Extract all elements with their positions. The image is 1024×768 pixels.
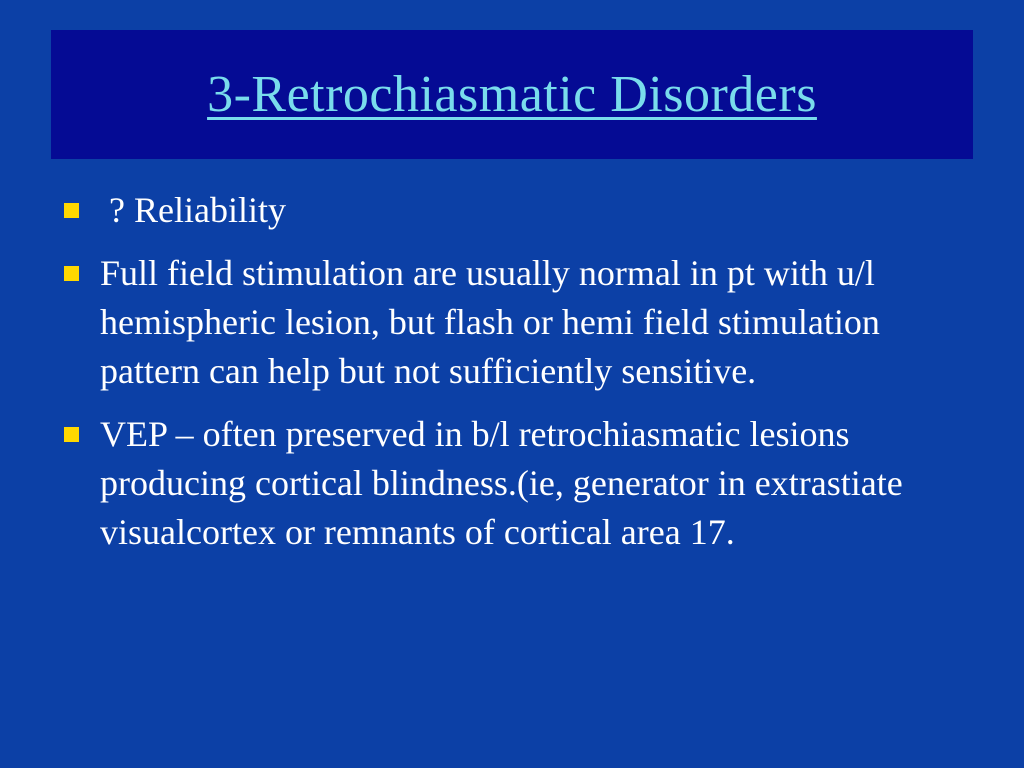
bullet-text: ? Reliability: [100, 190, 286, 230]
bullet-text: Full field stimulation are usually normal in pt with u/l hemispheric lesion, but flash or hemi field stimulation pattern can help but not sufficiently sensitive.: [100, 253, 880, 391]
slide-title: 3-Retrochiasmatic Disorders: [207, 66, 817, 123]
bullet-list: [62, 186, 962, 571]
square-bullet-icon: [64, 203, 79, 218]
square-bullet-icon: [64, 427, 79, 442]
bullet-text: VEP – often preserved in b/l retrochiasmatic lesions producing cortical blindness.(ie, generator in extrastiate visualcortex or remnants of cortical area 17.: [100, 414, 903, 552]
square-bullet-icon: [64, 266, 79, 281]
bullet-item: [62, 249, 962, 396]
title-box: [51, 30, 973, 159]
bullet-item: [62, 410, 962, 557]
bullet-item: [62, 186, 962, 235]
